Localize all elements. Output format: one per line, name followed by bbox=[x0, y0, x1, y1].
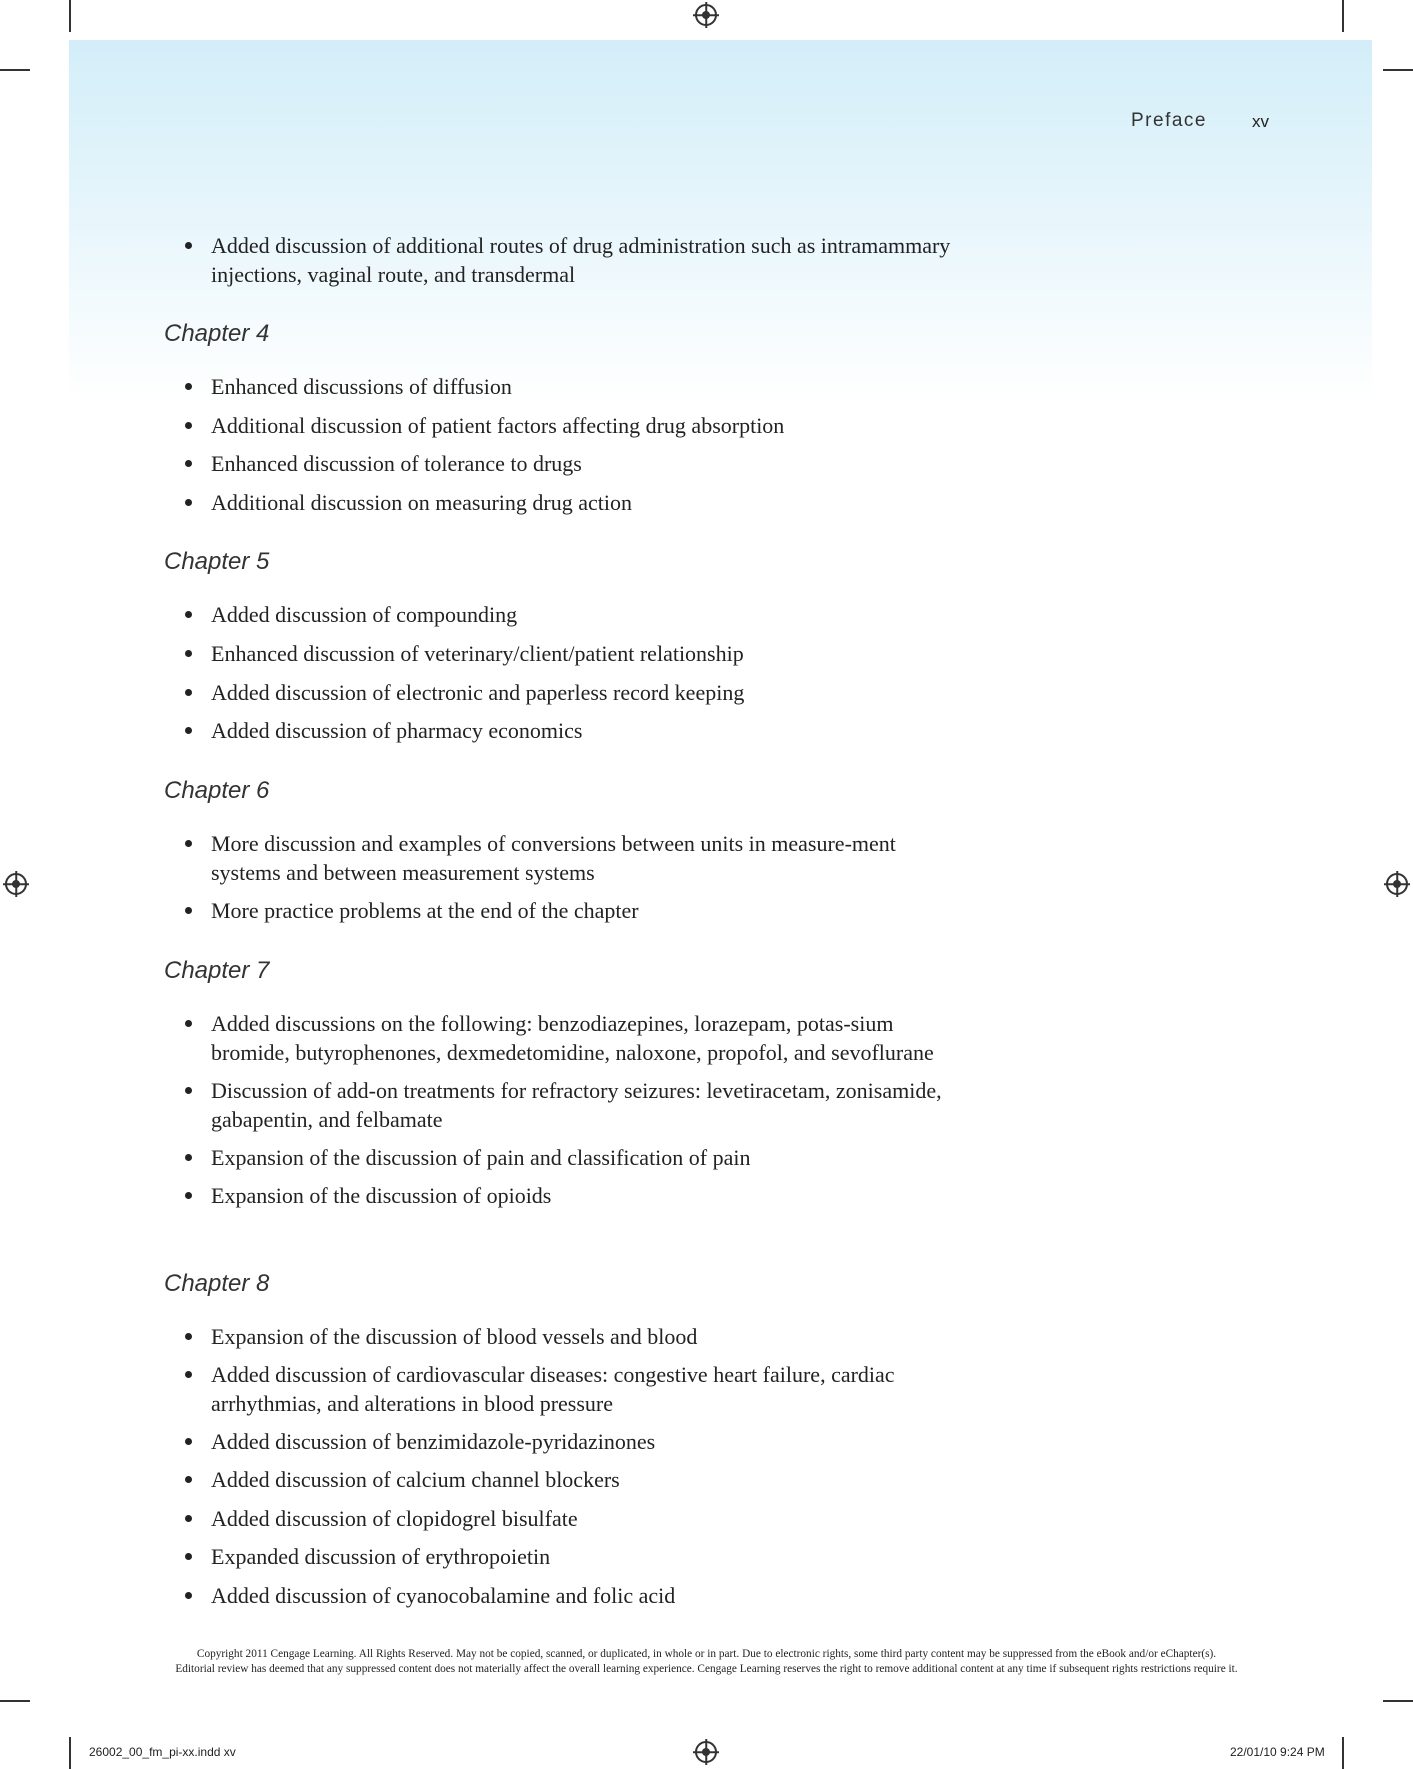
chapter-list bbox=[164, 600, 954, 745]
bullet-icon bbox=[185, 611, 192, 618]
chapter-heading: Chapter 5 bbox=[164, 548, 270, 575]
list-item: More practice problems at the end of the chapter bbox=[164, 896, 954, 925]
crop-mark bbox=[1342, 0, 1344, 32]
chapter-heading: Chapter 8 bbox=[164, 1270, 270, 1297]
crop-mark bbox=[0, 1700, 30, 1702]
registration-mark-icon bbox=[695, 4, 717, 26]
bullet-icon bbox=[185, 689, 192, 696]
list-item: Enhanced discussion of tolerance to drugs bbox=[164, 449, 954, 478]
running-head-title: Preface bbox=[1131, 110, 1207, 131]
list-item: Added discussion of pharmacy economics bbox=[164, 716, 954, 745]
bullet-icon bbox=[185, 1154, 192, 1161]
registration-mark-icon bbox=[1386, 873, 1408, 895]
bullet-icon bbox=[185, 242, 192, 249]
bullet-icon bbox=[185, 1192, 192, 1199]
list-item: Expansion of the discussion of pain and classification of pain bbox=[164, 1143, 954, 1172]
list-item: Additional discussion of patient factors affecting drug absorption bbox=[164, 411, 954, 440]
bullet-icon bbox=[185, 499, 192, 506]
list-item: Added discussion of calcium channel blockers bbox=[164, 1465, 954, 1494]
intro-list bbox=[164, 231, 954, 289]
list-item: Added discussion of compounding bbox=[164, 600, 954, 629]
chapter-list bbox=[164, 1009, 954, 1210]
crop-mark bbox=[1342, 1737, 1344, 1769]
bullet-icon bbox=[185, 1515, 192, 1522]
registration-mark-icon bbox=[695, 1741, 717, 1763]
copyright-notice bbox=[100, 1647, 1313, 1677]
list-item: Added discussions on the following: benzodiazepines, lorazepam, potas-sium bromide, butyrophenones, dexmedetomidine, naloxone, propofol, and sevoflurane bbox=[164, 1009, 954, 1067]
chapter-heading: Chapter 6 bbox=[164, 777, 270, 804]
list-item: More discussion and examples of conversions between units in measure-ment systems and between measurement systems bbox=[164, 829, 954, 887]
crop-mark bbox=[69, 1737, 71, 1769]
list-item: Added discussion of clopidogrel bisulfate bbox=[164, 1504, 954, 1533]
registration-mark-icon bbox=[5, 873, 27, 895]
bullet-icon bbox=[185, 1333, 192, 1340]
bullet-icon bbox=[185, 383, 192, 390]
bullet-icon bbox=[185, 650, 192, 657]
bullet-icon bbox=[185, 1371, 192, 1378]
list-item: Added discussion of cyanocobalamine and folic acid bbox=[164, 1581, 954, 1610]
copyright-line: Copyright 2011 Cengage Learning. All Rights Reserved. May not be copied, scanned, or duplicated, in whole or in part. Due to electronic rights, some third party content may be suppressed from the eBook and/or eChapter(s). bbox=[196, 1648, 1217, 1660]
bullet-icon bbox=[185, 1592, 192, 1599]
chapter-list bbox=[164, 829, 954, 925]
chapter-heading: Chapter 7 bbox=[164, 957, 270, 984]
crop-mark bbox=[69, 0, 71, 32]
list-item: Discussion of add-on treatments for refractory seizures: levetiracetam, zonisamide, gabapentin, and felbamate bbox=[164, 1076, 954, 1134]
list-item: Expanded discussion of erythropoietin bbox=[164, 1542, 954, 1571]
list-item: Added discussion of benzimidazole-pyridazinones bbox=[164, 1427, 954, 1456]
bullet-icon bbox=[185, 907, 192, 914]
list-item: Added discussion of additional routes of drug administration such as intramammary injections, vaginal route, and transdermal bbox=[164, 231, 954, 289]
crop-mark bbox=[1383, 69, 1413, 71]
list-item: Expansion of the discussion of opioids bbox=[164, 1181, 954, 1210]
copyright-line: Editorial review has deemed that any suppressed content does not materially affect the overall learning experience. Cengage Learning reserves the right to remove additional content at any time if subsequent rights restrictions require it. bbox=[175, 1663, 1238, 1675]
bullet-icon bbox=[185, 422, 192, 429]
bullet-icon bbox=[185, 1438, 192, 1445]
bullet-icon bbox=[185, 1476, 192, 1483]
list-item: Additional discussion on measuring drug action bbox=[164, 488, 954, 517]
slug-filename: 26002_00_fm_pi-xx.indd xv bbox=[89, 1745, 236, 1759]
list-item: Added discussion of electronic and paperless record keeping bbox=[164, 678, 954, 707]
chapter-list bbox=[164, 372, 954, 517]
bullet-icon bbox=[185, 1553, 192, 1560]
slug-timestamp: 22/01/10 9:24 PM bbox=[1230, 1745, 1325, 1759]
list-item: Expansion of the discussion of blood vessels and blood bbox=[164, 1322, 954, 1351]
crop-mark bbox=[0, 69, 30, 71]
bullet-icon bbox=[185, 1087, 192, 1094]
chapter-heading: Chapter 4 bbox=[164, 320, 270, 347]
list-item: Enhanced discussion of veterinary/client/patient relationship bbox=[164, 639, 954, 668]
bullet-icon bbox=[185, 1020, 192, 1027]
bullet-icon bbox=[185, 840, 192, 847]
bullet-icon bbox=[185, 727, 192, 734]
list-item: Enhanced discussions of diffusion bbox=[164, 372, 954, 401]
chapter-list bbox=[164, 1322, 954, 1610]
list-item: Added discussion of cardiovascular diseases: congestive heart failure, cardiac arrhythmias, and alterations in blood pressure bbox=[164, 1360, 954, 1418]
crop-mark bbox=[1383, 1700, 1413, 1702]
bullet-icon bbox=[185, 460, 192, 467]
page-number: xv bbox=[1252, 112, 1269, 131]
